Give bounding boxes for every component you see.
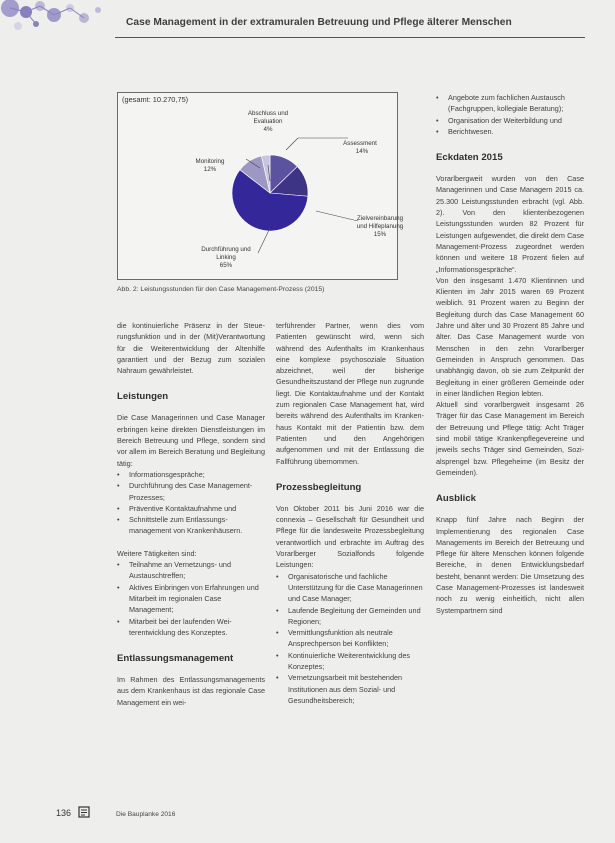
list-item: • Informationsgespräche; bbox=[117, 469, 265, 480]
label-abschluss: Abschluss und bbox=[247, 110, 289, 117]
list-item: • Schnittstelle zum Entlassungsmanagement von Krankenhäusern. bbox=[117, 514, 265, 537]
list-item: • Kontinuierliche Weiterentwicklung des Konzeptes; bbox=[276, 650, 424, 673]
heading-leistungen: Leistungen bbox=[117, 391, 169, 403]
heading-ausblick: Ausblick bbox=[436, 493, 476, 505]
label-abschluss-pct: 4% bbox=[263, 126, 273, 133]
label-ziel-2: und Hilfeplanung bbox=[356, 223, 404, 230]
column-1 bbox=[117, 320, 265, 708]
col3-eckdaten-2: Von den insgesamt 1.470 Klientinnen und Klienten im Jahr 2015 waren 69 Prozent weiblich. 91 Prozent waren zu Beginn der Begleitung durch das Case Management 60 Jahre und älter und 30 Prozent 85 Jahre und älter. Das Case Management wurde von Menschen in den zehn Vorarlberger Gemeinden in Anspruch genommen. Das unabhängig davon, ob sie zum Zeitpunkt der Begleitung in einer größeren Gemeinde oder in einer ländlichen Region lebten. bbox=[436, 275, 584, 398]
col1-intro: die kontinuierliche Präsenz in der Steuerungsfunktion und in der (Mit)Verantwortung für die Weiterentwicklung der Altenhilfe garantiert und der Bezug zum sozialen Nahraum gewährleistet. bbox=[117, 321, 265, 376]
label-assessment-pct: 14% bbox=[355, 148, 369, 155]
list-item: • Berichtwesen. bbox=[436, 126, 584, 137]
label-durchfuehrung-2: Linking bbox=[216, 254, 236, 261]
list-item: • Präventive Kontaktaufnahme und bbox=[117, 503, 265, 514]
column-2 bbox=[276, 320, 424, 706]
list-item: • Organisation der Weiterbildung und bbox=[436, 115, 584, 126]
col3-eckdaten-1: Vorarlbergweit wurden von den Case Managerinnen und Case Managern 2015 ca. 25.300 Leistungsstunden erbracht (vgl. Abb. 2). Von den klientenbezogenen Leistungsstunden wurden 82 Prozent für Leistungen aufgewendet, die direkt dem Case Management-Prozess zugeordnet werden können und weitere 18 Prozent fielen auf „Informationsgespräche“. bbox=[436, 174, 584, 274]
col3-ausblick-text: Knapp fünf Jahre nach Beginn der Implementierung des regionalen Case Managements im Bereich der Betreuung und Pflege für ältere Menschen können folgende Bereiche, in denen Entwicklungsbedarf besteht, benannt werden: Die Umsetzung des Case Management-Prozesses ist landesweit noch zu wenig einheitlich, nicht allen Systempartnern sind bbox=[436, 515, 584, 615]
figure-caption: Abb. 2: Leistungsstunden für den Case Management-Prozess (2015) bbox=[117, 286, 325, 293]
col1-bullet-list-2 bbox=[117, 559, 265, 638]
list-item: • Angebote zum fachlichen Austausch (Fachgruppen, kollegiale Beratung); bbox=[436, 92, 584, 115]
col1-leistungen-text: Die Case Managerinnen und Case Manager erbringen keine direkten Dienstleistungen im Bereich Betreuung und Pflege, sondern sind vor allem im Bereich Beratung und Begleitung tätig: bbox=[117, 413, 265, 468]
list-item: • Teilnahme an Vernetzungs- und Austauschtreffen; bbox=[117, 559, 265, 582]
col1-weitere: Weitere Tätigkeiten sind: bbox=[117, 548, 197, 558]
list-item: • Aktives Einbringen von Erfahrungen und Mitarbeit im regionalen Case Management; bbox=[117, 582, 265, 616]
running-header-title: Case Management in der extramuralen Betreuung und Pflege älterer Menschen bbox=[126, 17, 512, 28]
list-item: • Mitarbeit bei der laufenden Weiterentwicklung des Konzeptes. bbox=[117, 616, 265, 639]
heading-eckdaten: Eckdaten 2015 bbox=[436, 152, 503, 164]
list-item: • Durchführung des Case Management-Prozesses; bbox=[117, 480, 265, 503]
magazine-logo-icon bbox=[78, 806, 90, 818]
label-abschluss-2: Evaluation bbox=[253, 118, 283, 125]
list-item: • Laufende Begleitung der Gemeinden und Regionen; bbox=[276, 605, 424, 628]
label-monitoring: Monitoring bbox=[195, 158, 225, 165]
col3-eckdaten-3: Aktuell sind vorarlbergweit insgesamt 26 Träger für das Case Management im Bereich der Betreuung und Pflege tätig: Acht Träger sind mobil tätige Krankenpflegevereine und jeweils sechs Träger sind Gemeinden, Sozialsprengel bzw. Pflegeheime (im Besitz der Gemeinden). bbox=[436, 400, 584, 477]
heading-entlassungsmanagement: Entlassungsmanagement bbox=[117, 653, 234, 665]
pie-chart-figure bbox=[117, 92, 404, 280]
label-ziel: Zielvereinbarung bbox=[356, 215, 404, 222]
chart-total-label: (gesamt: 10.270,75) bbox=[122, 95, 189, 104]
list-item: • Vernetzungsarbeit mit bestehenden Institutionen aus dem Sozial- und Gesundheitsbereich; bbox=[276, 672, 424, 706]
col3-bullet-list bbox=[436, 92, 584, 137]
col1-entlassung-text: Im Rahmen des Entlassungsmanagements aus dem Krankenhaus ist das regionale Case Management ein wei- bbox=[117, 675, 265, 707]
label-assessment: Assessment bbox=[343, 140, 377, 147]
label-durchfuehrung-pct: 65% bbox=[219, 262, 233, 269]
column-3 bbox=[436, 92, 584, 616]
heading-prozessbegleitung: Prozessbegleitung bbox=[276, 481, 362, 493]
label-durchfuehrung: Durchführung und bbox=[201, 246, 251, 253]
col1-bullet-list-1 bbox=[117, 469, 265, 537]
col2-bullet-list bbox=[276, 571, 424, 707]
list-item: • Organisatorische und fachliche Unterstützung für die Case Managerinnen und Case Manager; bbox=[276, 571, 424, 605]
col2-prozess-text: Von Oktober 2011 bis Juni 2016 war die connexia – Gesellschaft für Gesundheit und Pflege für die landesweite Prozessbegleitung verantwortlich und erbrachte im Auftrag des Vorarlberger Sozialfonds folgende Leistungen: bbox=[276, 503, 424, 570]
label-ziel-pct: 15% bbox=[373, 231, 387, 238]
col2-intro: terführender Partner, wenn dies vom Patienten gewünscht wird, wenn sich während des Aufenthalts im Krankenhaus eine komplexe psychosoziale Situation abzeichnet, weil der bisherige Gesundheitszustand der Pflege nun zugrunde liegt. Die Kontaktaufnahme und der Kontakt zum regionalen Case Management hat, wird bereits während des Aufenthalts im Krankenhaus Kontakt mit der Patientin bzw. dem Patienten und den Angehörigen aufgenommen und mit der Entlassung die Fallführung übernommen. bbox=[276, 321, 424, 466]
header-divider bbox=[115, 37, 585, 38]
page-number: 136 bbox=[56, 808, 72, 818]
footer-magazine-name: Die Bauplanke 2016 bbox=[116, 811, 176, 818]
list-item: • Vermittlungsfunktion als neutrale Ansprechperson bei Konflikten; bbox=[276, 627, 424, 650]
label-monitoring-pct: 12% bbox=[203, 166, 217, 173]
header-logo-graphic bbox=[0, 0, 112, 46]
pie-chart bbox=[118, 93, 404, 279]
